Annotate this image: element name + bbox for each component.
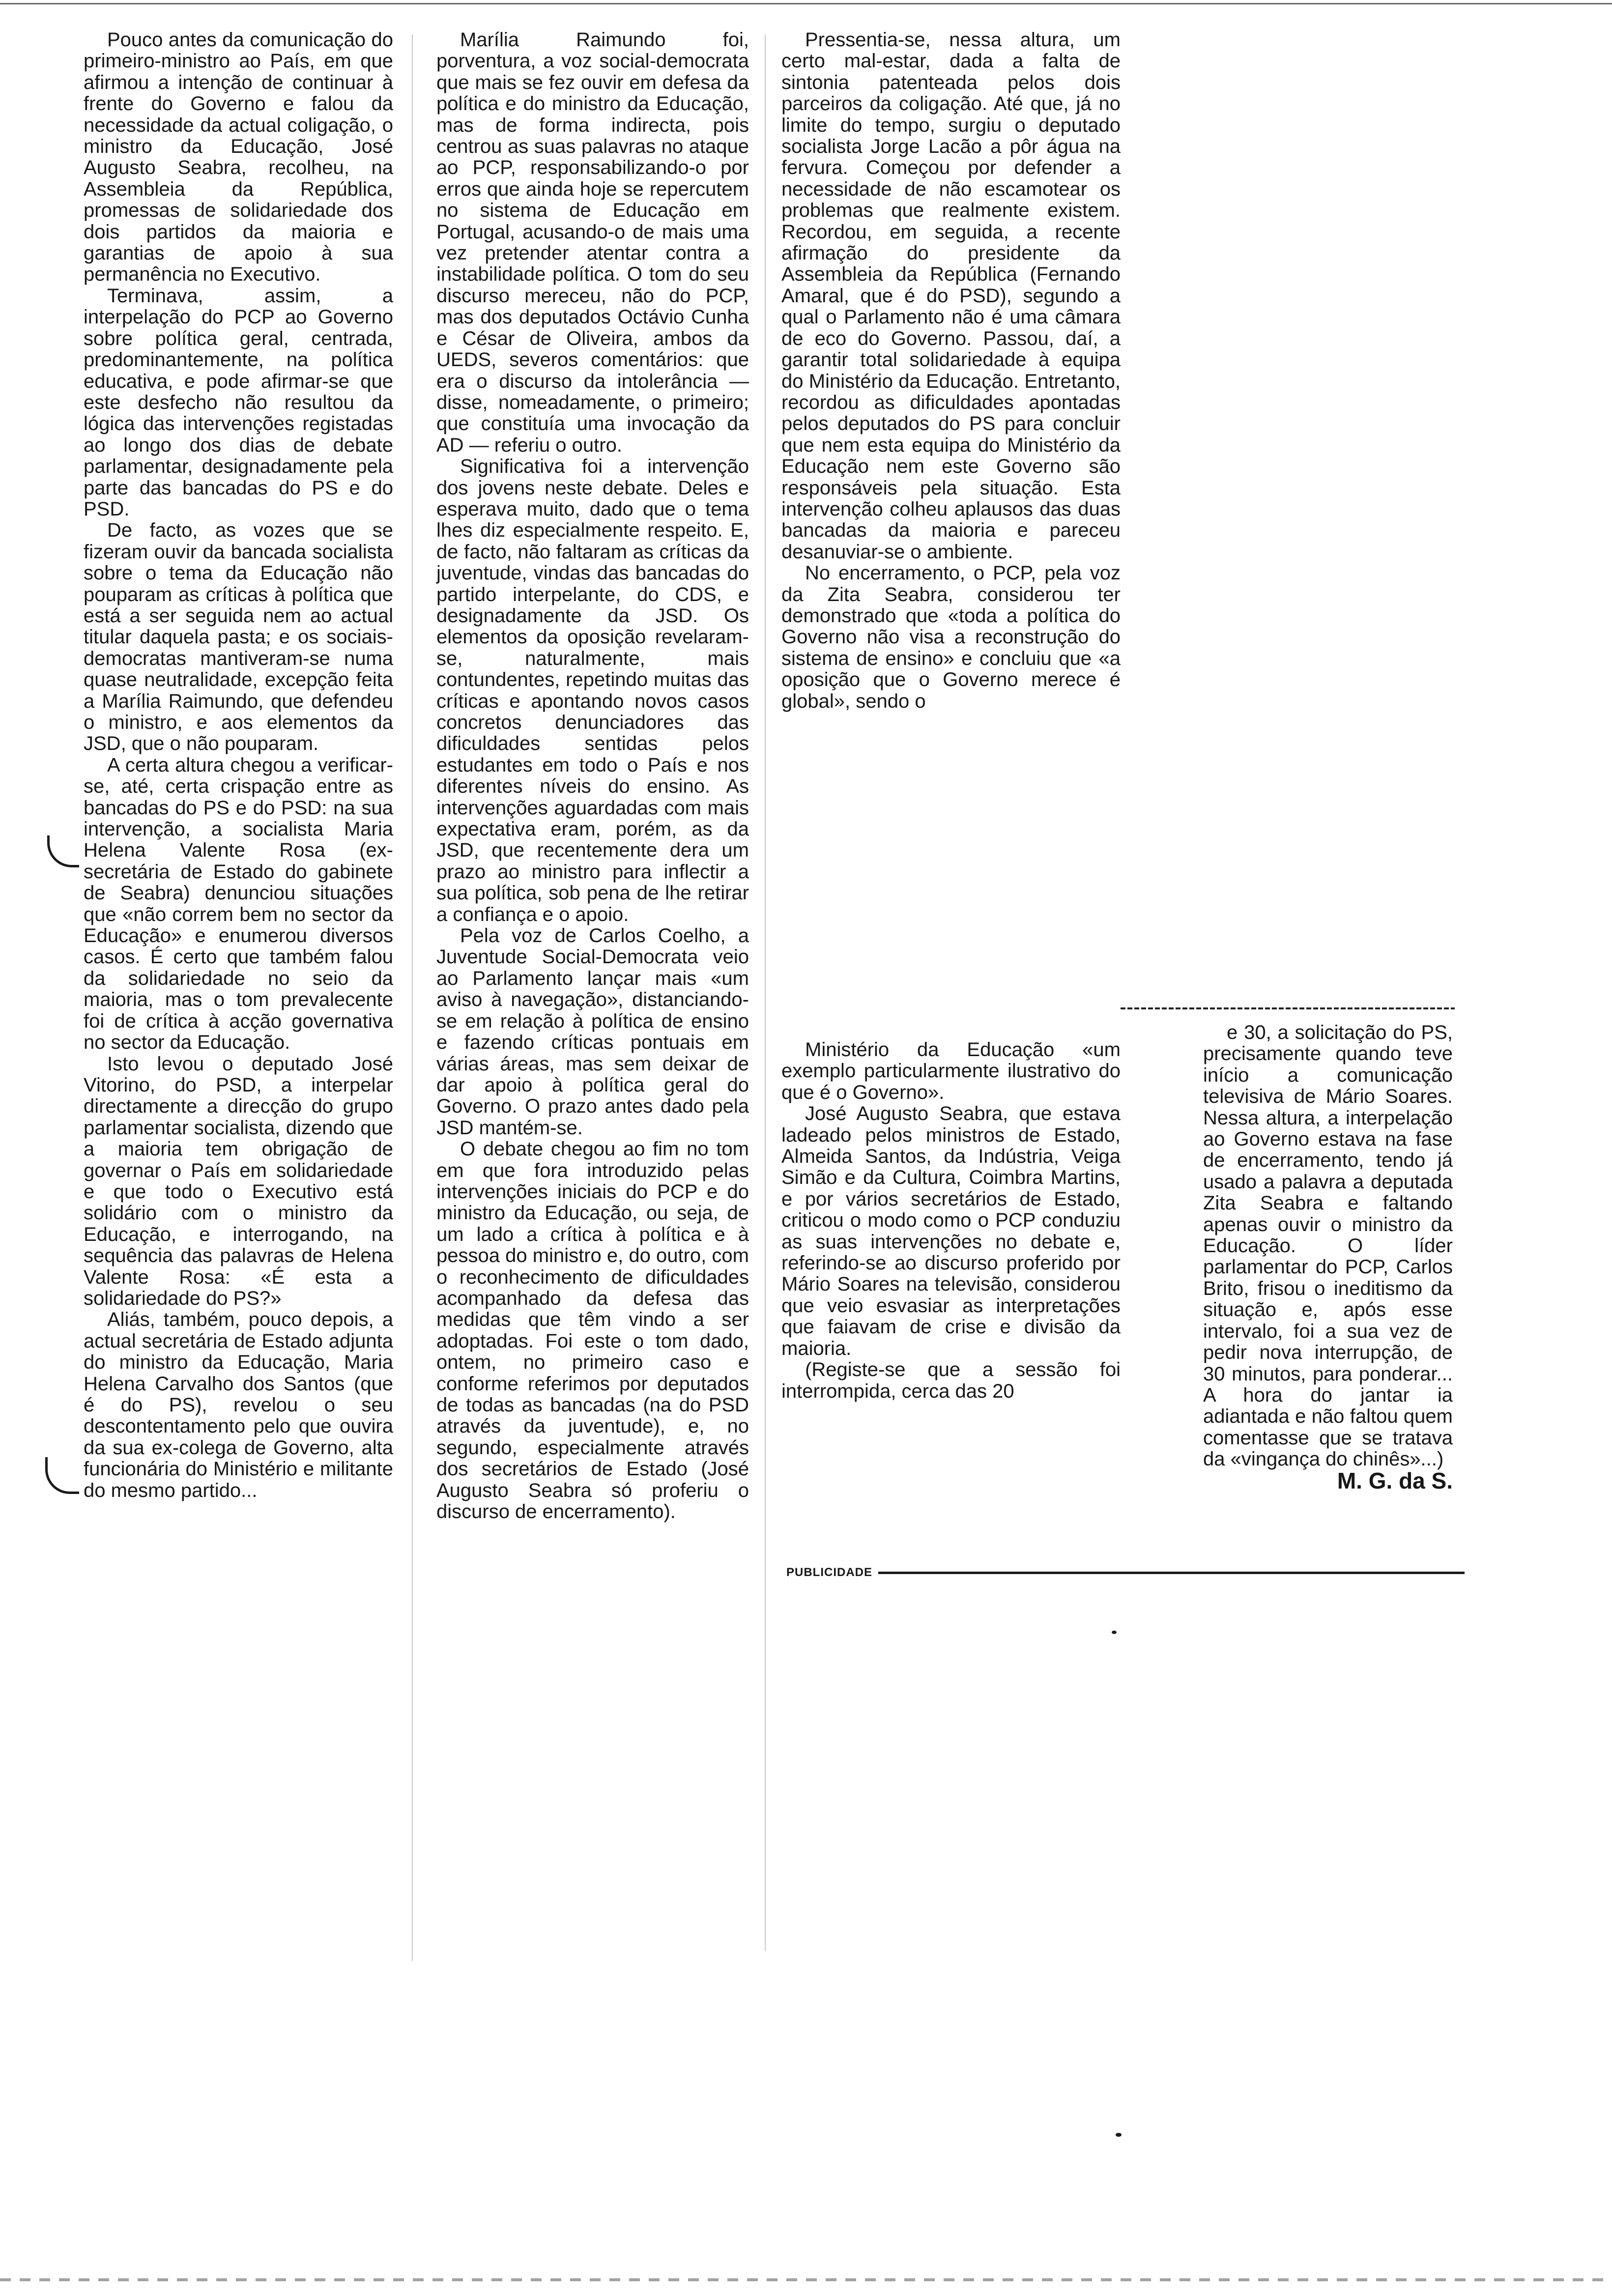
article-column-4 <box>1203 1022 1453 1493</box>
publicidade-label: PUBLICIDADE <box>786 1566 873 1579</box>
column-3-lower <box>781 1039 1121 1402</box>
paragraph: Marília Raimundo foi, porventura, a voz social-democrata que mais se fez ouvir em defesa da política e do ministro da Educação, mas de forma indirecta, pois centrou as suas palavras no ataque ao PCP, responsabilizando-o por erros que ainda hoje se repercutem no sistema de Educação em Portugal, acusando-o de mais uma vez pretender atentar contra a instabilidade política. O tom do seu discurso mereceu, não do PCP, mas dos deputados Octávio Cunha e César de Oliveira, ambos da UEDS, severos comentários: que era o discurso da intolerância — disse, nomeadamente, o primeiro; que constituía uma invocação da AD — referiu o outro. <box>436 29 749 456</box>
column-divider <box>765 34 766 1951</box>
paragraph: No encerramento, o PCP, pela voz da Zita Seabra, considerou ter demonstrado que «toda a política do Governo não visa a reconstrução do sistema de ensino» e concluiu que «a oposição que o Governo merece é global», sendo o <box>781 562 1121 712</box>
paragraph: e 30, a solicitação do PS, precisamente quando teve início a comunicação televisiva de Mário Soares. Nessa altura, a interpelação ao Governo estava na fase de encerramento, tendo já usado a palavra a deputada Zita Seabra e faltando apenas ouvir o ministro da Educação. O líder parlamentar do PCP, Carlos Brito, frisou o ineditismo da situação e, após esse intervalo, foi a sua vez de pedir nova interrupção, de 30 minutos, para ponderar... A hora do jantar ia adiantada e não faltou quem comentasse que se tratava da «vingança do chinês»...) <box>1203 1022 1453 1470</box>
paragraph: De facto, as vozes que se fizeram ouvir da bancada socialista sobre o tema da Educação não pouparam as críticas à política que está a ser seguida nem ao actual titular daquela pasta; e os sociais-democratas mantiveram-se numa quase neutralidade, excepção feita a Marília Raimundo, que defendeu o ministro, e aos elementos da JSD, que o não pouparam. <box>84 519 393 755</box>
scan-speck <box>1116 2133 1122 2137</box>
paragraph: Pressentia-se, nessa altura, um certo mal-estar, dada a falta de sintonia patenteada pelos dois parceiros da coligação. Até que, já no limite do tempo, surgiu o deputado socialista Jorge Lacão a pôr água na fervura. Começou por defender a necessidade de não escamotear os problemas que realmente existem. Recordou, em seguida, a recente afirmação do presidente da Assembleia da República (Fernando Amaral, que é do PSD), segundo a qual o Parlamento não é uma câmara de eco do Governo. Passou, daí, a garantir total solidariedade à equipa do Ministério da Educação. Entretanto, recordou as dificuldades apontadas pelos deputados do PS para concluir que nem esta equipa do Ministério da Educação nem este Governo são responsáveis pela situação. Esta intervenção colheu aplausos das duas bancadas da maioria e pareceu desanuviar-se o ambiente. <box>781 29 1121 563</box>
publicidade-rule <box>878 1572 1465 1574</box>
column-3-upper <box>781 29 1121 1012</box>
paragraph: (Registe-se que a sessão foi interrompida, cerca das 20 <box>781 1359 1121 1402</box>
scan-top-edge <box>0 3 1612 4</box>
dotted-rule <box>1121 1007 1455 1009</box>
paragraph: Pela voz de Carlos Coelho, a Juventude Social-Democrata veio ao Parlamento lançar mais «um aviso à navegação», distanciando-se em relação à política de ensino e fazendo críticas pontuais em várias áreas, mas sem deixar de dar apoio à política geral do Governo. O prazo antes dado pela JSD mantém-se. <box>436 925 749 1139</box>
article-column-1 <box>84 29 393 1946</box>
hand-mark <box>45 1457 79 1494</box>
column-divider <box>412 34 413 1961</box>
scan-speck <box>1112 1631 1117 1634</box>
author-signature: M. G. da S. <box>1337 1467 1453 1493</box>
publicidade-row <box>786 1563 1465 1582</box>
paragraph: José Augusto Seabra, que estava ladeado pelos ministros de Estado, Almeida Santos, da Indústria, Veiga Simão e da Cultura, Coimbra Martins, e por vários secretários de Estado, criticou o modo como o PCP conduziu as suas intervenções no debate e, referindo-se ao discurso proferido por Mário Soares na televisão, considerou que veio esvasiar as interpretações que faiavam de crise e divisão da maioria. <box>781 1103 1121 1359</box>
paragraph: A certa altura chegou a verificar-se, até, certa crispação entre as bancadas do PS e do PSD: na sua intervenção, a socialista Maria Helena Valente Rosa (ex-secretária de Estado do gabinete de Seabra) denunciou situações que «não correm bem no sector da Educação» e enumerou diversos casos. É certo que também falou da solidariedade no seio da maioria, mas o tom prevalecente foi de crítica à acção governativa no sector da Educação. <box>84 754 393 1054</box>
hand-mark <box>47 835 79 867</box>
article-column-3 <box>781 29 1121 1720</box>
paragraph: O debate chegou ao fim no tom em que fora introduzido pelas intervenções iniciais do PCP e do ministro da Educação, ou seja, de um lado a crítica à política e à pessoa do ministro e, do outro, com o reconhecimento de dificuldades acompanhado da defesa das medidas que têm vindo a ser adoptadas. Foi este o tom dado, ontem, no primeiro caso e conforme referimos por deputados de todas as bancadas (na do PSD através da juventude), e, no segundo, especialmente através dos secretários de Estado (José Augusto Seabra só proferiu o discurso de encerramento). <box>436 1138 749 1523</box>
paragraph: Pouco antes da comunicação do primeiro-ministro ao País, em que afirmou a intenção de continuar à frente do Governo e falou da necessidade da actual coligação, o ministro da Educação, José Augusto Seabra, recolheu, na Assembleia da República, promessas de solidariedade dos dois partidos da maioria e garantias de apoio à sua permanência no Executivo. <box>84 29 393 286</box>
paragraph: Aliás, também, pouco depois, a actual secretária de Estado adjunta do ministro da Educação, Maria Helena Carvalho dos Santos (que é do PS), revelou o seu descontentamento pelo que ouvira da sua ex-colega de Governo, alta funcionária do Ministério e militante do mesmo partido... <box>84 1309 393 1501</box>
paragraph: Terminava, assim, a interpelação do PCP ao Governo sobre política geral, centrada, predominantemente, na política educativa, e pode afirmar-se que este desfecho não resultou da lógica das intervenções registadas ao longo dos dias de debate parlamentar, designadamente pela parte das bancadas do PS e do PSD. <box>84 285 393 520</box>
paragraph: Isto levou o deputado José Vitorino, do PSD, a interpelar directamente a direcção do grupo parlamentar socialista, dizendo que a maioria tem obrigação de governar o País em solidariedade e que todo o Executivo está solidário com o ministro da Educação, e interrogando, na sequência das palavras de Helena Valente Rosa: «É esta a solidariedade do PS?» <box>84 1053 393 1309</box>
article-column-2 <box>436 29 749 2044</box>
paragraph: Ministério da Educação «um exemplo particularmente ilustrativo do que é o Governo». <box>781 1039 1121 1103</box>
scan-bottom-edge <box>0 2278 1612 2281</box>
paragraph: Significativa foi a intervenção dos jovens neste debate. Deles e esperava muito, dado que o tema lhes diz especialmente respeito. E, de facto, não faltaram as críticas da juventude, vindas das bancadas do partido interpelante, do CDS, e designadamente da JSD. Os elementos da oposição revelaram-se, naturalmente, mais contundentes, repetindo muitas das críticas e apontando novos casos concretos denunciadores das dificuldades sentidas pelos estudantes em todo o País e nos diferentes níveis do ensino. As intervenções aguardadas com mais expectativa eram, porém, as da JSD, que recentemente dera um prazo ao ministro para inflectir a sua política, sob pena de lhe retirar a confiança e o apoio. <box>436 456 749 925</box>
